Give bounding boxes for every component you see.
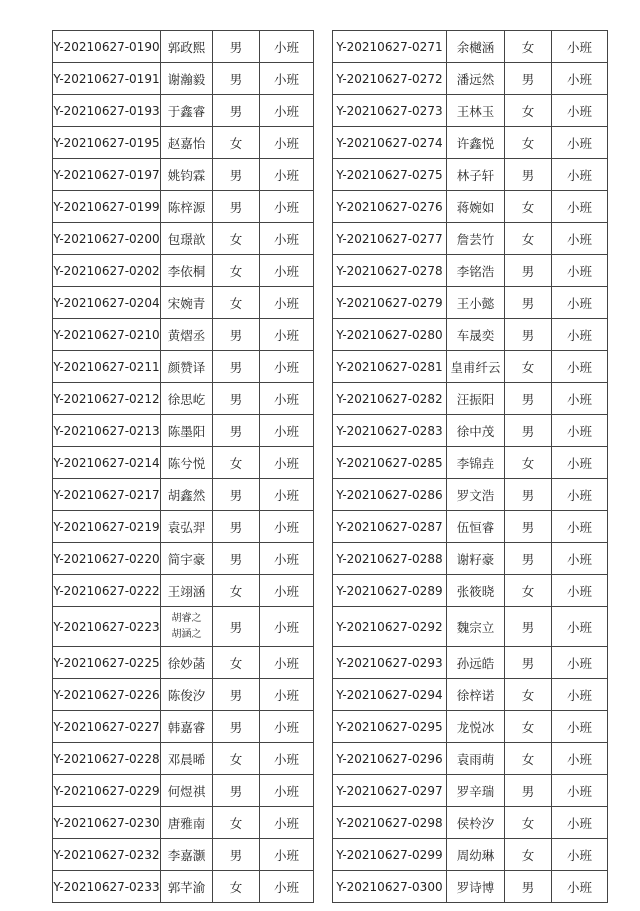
- student-id-cell: Y-20210627-0199: [53, 191, 161, 223]
- table-row: [53, 447, 314, 479]
- gender-cell: 男: [213, 159, 260, 191]
- class-cell: 小班: [260, 743, 314, 775]
- class-cell: 小班: [260, 607, 314, 647]
- class-cell: 小班: [260, 871, 314, 903]
- gender-cell: 男: [213, 511, 260, 543]
- student-name-cell: 邓晨晞: [161, 743, 213, 775]
- student-id-cell: Y-20210627-0285: [333, 447, 447, 479]
- student-id-cell: Y-20210627-0229: [53, 775, 161, 807]
- student-id-cell: Y-20210627-0212: [53, 383, 161, 415]
- student-name-cell: 陈兮悦: [161, 447, 213, 479]
- class-cell: 小班: [552, 775, 608, 807]
- gender-cell: 男: [505, 607, 552, 647]
- student-id-cell: Y-20210627-0282: [333, 383, 447, 415]
- class-cell: 小班: [552, 287, 608, 319]
- student-id-cell: Y-20210627-0227: [53, 711, 161, 743]
- student-name-cell: 徐思屹: [161, 383, 213, 415]
- student-name-cell: 张筱晓: [447, 575, 505, 607]
- table-row: [53, 351, 314, 383]
- table-row: [53, 319, 314, 351]
- table-row: [53, 127, 314, 159]
- table-row: [333, 839, 608, 871]
- student-id-cell: Y-20210627-0223: [53, 607, 161, 647]
- class-cell: 小班: [260, 319, 314, 351]
- student-name-line: 胡涵之: [171, 628, 202, 640]
- table-row: [53, 575, 314, 607]
- class-cell: 小班: [552, 383, 608, 415]
- student-name-cell: 姚钧霖: [161, 159, 213, 191]
- class-cell: 小班: [552, 647, 608, 679]
- student-name-cell: 伍恒睿: [447, 511, 505, 543]
- table-row: [333, 807, 608, 839]
- table-row: [53, 63, 314, 95]
- student-name-cell: 车晟奕: [447, 319, 505, 351]
- gender-cell: 女: [505, 711, 552, 743]
- student-name-cell: 罗辛瑞: [447, 775, 505, 807]
- table-row: [53, 543, 314, 575]
- class-cell: 小班: [552, 679, 608, 711]
- gender-cell: 男: [505, 319, 552, 351]
- student-name-cell: 皇甫纤云: [447, 351, 505, 383]
- table-row: [333, 607, 608, 647]
- gender-cell: 男: [213, 63, 260, 95]
- gender-cell: 男: [213, 775, 260, 807]
- table-row: [333, 543, 608, 575]
- student-name-cell: 何煜祺: [161, 775, 213, 807]
- student-name-cell: 孙远皓: [447, 647, 505, 679]
- student-id-cell: Y-20210627-0281: [333, 351, 447, 383]
- student-name-cell: 李铭浩: [447, 255, 505, 287]
- student-name-cell: 谢籽豪: [447, 543, 505, 575]
- class-cell: 小班: [552, 351, 608, 383]
- student-id-cell: Y-20210627-0275: [333, 159, 447, 191]
- table-row: [53, 479, 314, 511]
- student-name-cell: 郭芊渝: [161, 871, 213, 903]
- student-name-cell: 徐中茂: [447, 415, 505, 447]
- class-cell: 小班: [260, 415, 314, 447]
- student-id-cell: Y-20210627-0295: [333, 711, 447, 743]
- class-cell: 小班: [260, 775, 314, 807]
- gender-cell: 男: [505, 871, 552, 903]
- class-cell: 小班: [260, 479, 314, 511]
- table-row: [53, 159, 314, 191]
- student-id-cell: Y-20210627-0211: [53, 351, 161, 383]
- table-row: [53, 743, 314, 775]
- student-id-cell: Y-20210627-0273: [333, 95, 447, 127]
- table-row: [333, 127, 608, 159]
- class-cell: 小班: [552, 839, 608, 871]
- table-row: [333, 255, 608, 287]
- class-cell: 小班: [552, 807, 608, 839]
- student-id-cell: Y-20210627-0226: [53, 679, 161, 711]
- student-name-cell: 袁雨萌: [447, 743, 505, 775]
- gender-cell: 男: [213, 95, 260, 127]
- student-id-cell: Y-20210627-0214: [53, 447, 161, 479]
- class-cell: 小班: [552, 743, 608, 775]
- class-cell: 小班: [260, 255, 314, 287]
- table-row: [53, 383, 314, 415]
- table-row: [53, 287, 314, 319]
- student-id-cell: Y-20210627-0294: [333, 679, 447, 711]
- gender-cell: 女: [505, 679, 552, 711]
- student-name-cell: 王翊涵: [161, 575, 213, 607]
- table-row: [53, 415, 314, 447]
- student-name-cell: 王小懿: [447, 287, 505, 319]
- student-id-cell: Y-20210627-0286: [333, 479, 447, 511]
- class-cell: 小班: [260, 575, 314, 607]
- gender-cell: 女: [213, 807, 260, 839]
- gender-cell: 女: [505, 839, 552, 871]
- gender-cell: 男: [505, 287, 552, 319]
- student-name-cell: 郭政熙: [161, 31, 213, 63]
- student-name-cell: 汪振阳: [447, 383, 505, 415]
- gender-cell: 男: [213, 479, 260, 511]
- student-id-cell: Y-20210627-0272: [333, 63, 447, 95]
- student-id-cell: Y-20210627-0276: [333, 191, 447, 223]
- gender-cell: 女: [505, 351, 552, 383]
- class-cell: 小班: [260, 95, 314, 127]
- student-id-cell: Y-20210627-0213: [53, 415, 161, 447]
- gender-cell: 男: [505, 479, 552, 511]
- table-row: [333, 711, 608, 743]
- gender-cell: 男: [505, 543, 552, 575]
- student-name-cell: 陈墨阳: [161, 415, 213, 447]
- table-row: [333, 95, 608, 127]
- gender-cell: 男: [213, 679, 260, 711]
- table-row: [53, 191, 314, 223]
- table-row: [53, 223, 314, 255]
- class-cell: 小班: [260, 287, 314, 319]
- class-cell: 小班: [552, 191, 608, 223]
- table-row: [333, 871, 608, 903]
- student-name-cell: 于鑫睿: [161, 95, 213, 127]
- student-id-cell: Y-20210627-0278: [333, 255, 447, 287]
- student-name-cell: 王林玉: [447, 95, 505, 127]
- student-name-cell: 陈俊汐: [161, 679, 213, 711]
- table-row: [333, 223, 608, 255]
- student-id-cell: Y-20210627-0287: [333, 511, 447, 543]
- gender-cell: 女: [213, 223, 260, 255]
- student-name-cell: 颜赞译: [161, 351, 213, 383]
- student-id-cell: Y-20210627-0190: [53, 31, 161, 63]
- student-name-cell: 徐妙菡: [161, 647, 213, 679]
- student-id-cell: Y-20210627-0220: [53, 543, 161, 575]
- student-id-cell: Y-20210627-0228: [53, 743, 161, 775]
- student-id-cell: Y-20210627-0202: [53, 255, 161, 287]
- table-row: [333, 159, 608, 191]
- class-cell: 小班: [260, 447, 314, 479]
- gender-cell: 女: [505, 127, 552, 159]
- gender-cell: 男: [505, 159, 552, 191]
- student-name-cell: 余樾涵: [447, 31, 505, 63]
- gender-cell: 男: [505, 383, 552, 415]
- student-name-cell: 魏宗立: [447, 607, 505, 647]
- class-cell: 小班: [260, 31, 314, 63]
- student-id-cell: Y-20210627-0225: [53, 647, 161, 679]
- table-row: [333, 575, 608, 607]
- class-cell: 小班: [552, 447, 608, 479]
- class-cell: 小班: [552, 159, 608, 191]
- student-name-cell: 侯柃汐: [447, 807, 505, 839]
- gender-cell: 男: [505, 415, 552, 447]
- gender-cell: 男: [505, 647, 552, 679]
- table-row: [53, 871, 314, 903]
- class-cell: 小班: [552, 711, 608, 743]
- table-row: [333, 63, 608, 95]
- student-id-cell: Y-20210627-0288: [333, 543, 447, 575]
- class-cell: 小班: [260, 159, 314, 191]
- student-id-cell: Y-20210627-0292: [333, 607, 447, 647]
- table-row: [53, 807, 314, 839]
- class-cell: 小班: [260, 223, 314, 255]
- class-cell: 小班: [260, 647, 314, 679]
- student-name-cell: 李锦垚: [447, 447, 505, 479]
- left-roster-table: [52, 30, 314, 903]
- class-cell: 小班: [552, 479, 608, 511]
- student-id-cell: Y-20210627-0222: [53, 575, 161, 607]
- student-name-cell: 周幼琳: [447, 839, 505, 871]
- gender-cell: 女: [213, 647, 260, 679]
- table-row: [333, 383, 608, 415]
- student-id-cell: Y-20210627-0232: [53, 839, 161, 871]
- class-cell: 小班: [552, 511, 608, 543]
- student-id-cell: Y-20210627-0280: [333, 319, 447, 351]
- table-row: [333, 415, 608, 447]
- class-cell: 小班: [552, 543, 608, 575]
- class-cell: 小班: [260, 679, 314, 711]
- table-row: [53, 31, 314, 63]
- student-id-cell: Y-20210627-0283: [333, 415, 447, 447]
- table-row: [53, 775, 314, 807]
- table-row: [53, 511, 314, 543]
- gender-cell: 男: [505, 63, 552, 95]
- student-id-cell: Y-20210627-0299: [333, 839, 447, 871]
- gender-cell: 女: [213, 287, 260, 319]
- table-row: [53, 95, 314, 127]
- student-name-cell: 詹芸竹: [447, 223, 505, 255]
- gender-cell: 男: [213, 191, 260, 223]
- class-cell: 小班: [260, 543, 314, 575]
- gender-cell: 女: [505, 191, 552, 223]
- class-cell: 小班: [552, 871, 608, 903]
- gender-cell: 男: [213, 383, 260, 415]
- class-cell: 小班: [552, 415, 608, 447]
- class-cell: 小班: [552, 319, 608, 351]
- gender-cell: 男: [213, 839, 260, 871]
- table-row: [333, 319, 608, 351]
- table-row: [333, 647, 608, 679]
- class-cell: 小班: [260, 383, 314, 415]
- table-row: [53, 839, 314, 871]
- table-row: [53, 255, 314, 287]
- gender-cell: 女: [505, 575, 552, 607]
- class-cell: 小班: [260, 63, 314, 95]
- class-cell: 小班: [552, 127, 608, 159]
- class-cell: 小班: [552, 223, 608, 255]
- student-name-cell: 蒋婉如: [447, 191, 505, 223]
- table-row: [333, 191, 608, 223]
- student-name-cell: 韩嘉睿: [161, 711, 213, 743]
- student-name-cell: 赵嘉怡: [161, 127, 213, 159]
- gender-cell: 男: [213, 415, 260, 447]
- class-cell: 小班: [260, 351, 314, 383]
- student-name-cell: 潘远然: [447, 63, 505, 95]
- gender-cell: 男: [505, 775, 552, 807]
- gender-cell: 女: [213, 871, 260, 903]
- student-name-cell: 龙悦冰: [447, 711, 505, 743]
- student-id-cell: Y-20210627-0297: [333, 775, 447, 807]
- table-row: [53, 647, 314, 679]
- table-row: [333, 447, 608, 479]
- gender-cell: 男: [213, 31, 260, 63]
- table-row: [333, 287, 608, 319]
- gender-cell: 女: [505, 447, 552, 479]
- student-id-cell: Y-20210627-0210: [53, 319, 161, 351]
- student-id-cell: Y-20210627-0289: [333, 575, 447, 607]
- gender-cell: 女: [505, 743, 552, 775]
- student-name-cell: 袁弘羿: [161, 511, 213, 543]
- student-id-cell: Y-20210627-0197: [53, 159, 161, 191]
- gender-cell: 女: [505, 31, 552, 63]
- gender-cell: 女: [213, 255, 260, 287]
- table-row: [53, 679, 314, 711]
- student-name-cell: 简宇豪: [161, 543, 213, 575]
- class-cell: 小班: [552, 63, 608, 95]
- table-row: [333, 31, 608, 63]
- gender-cell: 女: [213, 575, 260, 607]
- class-cell: 小班: [260, 807, 314, 839]
- class-cell: 小班: [260, 191, 314, 223]
- class-cell: 小班: [260, 711, 314, 743]
- student-name-cell: 宋婉青: [161, 287, 213, 319]
- gender-cell: 女: [213, 127, 260, 159]
- student-id-cell: Y-20210627-0233: [53, 871, 161, 903]
- student-id-cell: Y-20210627-0217: [53, 479, 161, 511]
- class-cell: 小班: [552, 95, 608, 127]
- student-id-cell: Y-20210627-0195: [53, 127, 161, 159]
- student-id-cell: Y-20210627-0274: [333, 127, 447, 159]
- gender-cell: 女: [505, 807, 552, 839]
- student-id-cell: Y-20210627-0271: [333, 31, 447, 63]
- gender-cell: 男: [213, 711, 260, 743]
- student-name-cell: 谢瀚毅: [161, 63, 213, 95]
- student-name-cell: 包璟歆: [161, 223, 213, 255]
- table-row: [53, 711, 314, 743]
- student-id-cell: Y-20210627-0300: [333, 871, 447, 903]
- class-cell: 小班: [552, 255, 608, 287]
- table-row: [333, 775, 608, 807]
- student-name-cell: 黄熠丞: [161, 319, 213, 351]
- student-name-cell: 罗文浩: [447, 479, 505, 511]
- student-name-cell: 徐梓诺: [447, 679, 505, 711]
- gender-cell: 男: [505, 511, 552, 543]
- table-row: [333, 511, 608, 543]
- table-row: [333, 743, 608, 775]
- gender-cell: 男: [213, 319, 260, 351]
- table-row: [333, 351, 608, 383]
- class-cell: 小班: [260, 127, 314, 159]
- student-id-cell: Y-20210627-0298: [333, 807, 447, 839]
- student-name-cell: 唐雅南: [161, 807, 213, 839]
- class-cell: 小班: [552, 607, 608, 647]
- student-name-cell: 罗诗博: [447, 871, 505, 903]
- gender-cell: 男: [213, 607, 260, 647]
- class-cell: 小班: [260, 511, 314, 543]
- student-id-cell: Y-20210627-0200: [53, 223, 161, 255]
- class-cell: 小班: [260, 839, 314, 871]
- class-cell: 小班: [552, 31, 608, 63]
- gender-cell: 女: [505, 223, 552, 255]
- table-row: [333, 479, 608, 511]
- student-id-cell: Y-20210627-0204: [53, 287, 161, 319]
- student-name-cell: 李依桐: [161, 255, 213, 287]
- student-name-cell: 陈梓源: [161, 191, 213, 223]
- gender-cell: 女: [213, 447, 260, 479]
- gender-cell: 男: [213, 543, 260, 575]
- student-id-cell: Y-20210627-0279: [333, 287, 447, 319]
- gender-cell: 女: [213, 743, 260, 775]
- student-name-line: 胡睿之: [171, 612, 202, 624]
- student-name-cell: 李嘉灏: [161, 839, 213, 871]
- table-row: [53, 607, 314, 647]
- table-row: [333, 679, 608, 711]
- student-name-cell: 林子轩: [447, 159, 505, 191]
- student-id-cell: Y-20210627-0219: [53, 511, 161, 543]
- student-id-cell: Y-20210627-0293: [333, 647, 447, 679]
- student-id-cell: Y-20210627-0296: [333, 743, 447, 775]
- student-id-cell: Y-20210627-0193: [53, 95, 161, 127]
- student-id-cell: Y-20210627-0191: [53, 63, 161, 95]
- right-roster-table: [332, 30, 608, 903]
- student-name-cell: 许鑫悦: [447, 127, 505, 159]
- gender-cell: 男: [213, 351, 260, 383]
- student-name-cell: 胡鑫然: [161, 479, 213, 511]
- student-id-cell: Y-20210627-0230: [53, 807, 161, 839]
- student-id-cell: Y-20210627-0277: [333, 223, 447, 255]
- gender-cell: 男: [505, 255, 552, 287]
- gender-cell: 女: [505, 95, 552, 127]
- class-cell: 小班: [552, 575, 608, 607]
- student-name-cell: [161, 607, 213, 647]
